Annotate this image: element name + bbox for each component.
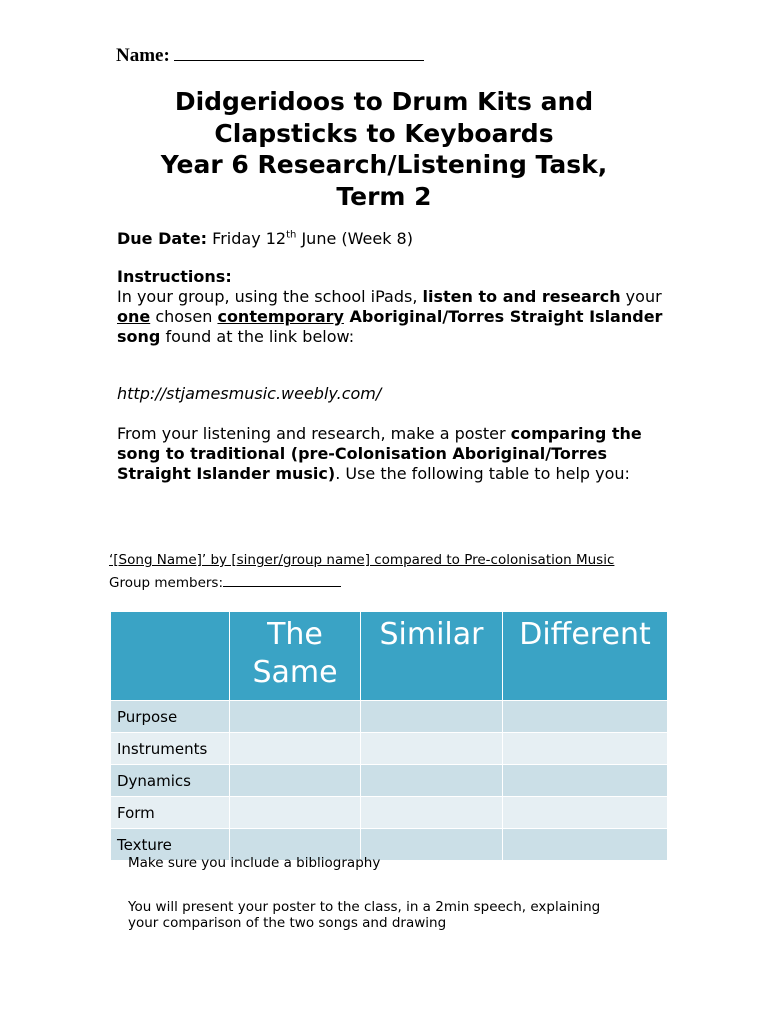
group-members-line (109, 575, 341, 591)
table-row (111, 733, 668, 765)
instructions-bold-song: Aboriginal/Torres Straight Islander song (117, 307, 663, 346)
header-blank (111, 612, 230, 701)
title-line-4: Term 2 (336, 181, 432, 211)
row-label: Form (111, 797, 230, 829)
table-header-row (111, 612, 668, 701)
instructions-text-2: your (620, 287, 662, 306)
row-label: Dynamics (111, 765, 230, 797)
instructions-bold-listen: listen to and research (422, 287, 621, 306)
due-date-rest: June (Week 8) (296, 229, 413, 248)
due-date-label: Due Date: (117, 229, 208, 248)
table-cell[interactable] (230, 797, 361, 829)
instructions-heading: Instructions: (117, 267, 232, 286)
music-link[interactable]: http://stjamesmusic.weebly.com/ (117, 384, 382, 403)
title-line-1: Didgeridoos to Drum Kits and (174, 87, 594, 116)
instructions-text-4: found at the link below: (160, 327, 355, 346)
title-line-3: Year 6 Research/Listening Task, (160, 150, 608, 179)
due-date-day: Friday 12 (207, 229, 287, 248)
due-date-sup: th (286, 229, 297, 241)
row-label: Instruments (111, 733, 230, 765)
due-date (117, 229, 677, 249)
group-members-label: Group members: (109, 575, 224, 591)
bibliography-note: Make sure you include a bibliography (128, 855, 381, 871)
table-cell[interactable] (230, 701, 361, 733)
header-different: Different (503, 612, 668, 701)
instructions-text-3: chosen (150, 307, 218, 326)
poster-instructions (117, 424, 677, 484)
table-row (111, 797, 668, 829)
table-cell[interactable] (361, 733, 503, 765)
document-title (0, 86, 768, 212)
name-field (116, 44, 424, 67)
table-cell[interactable] (361, 765, 503, 797)
table-cell[interactable] (503, 765, 668, 797)
instructions-text-1: In your group, using the school iPads, (117, 287, 423, 306)
row-label: Texture (111, 829, 230, 861)
name-label: Name: (116, 45, 170, 66)
instructions-bold-one: one (117, 307, 151, 326)
instructions-text (117, 287, 677, 347)
table-cell[interactable] (361, 701, 503, 733)
song-title-line: ‘[Song Name]’ by [singer/group name] compared to Pre-colonisation Music (109, 552, 615, 568)
table-cell[interactable] (503, 797, 668, 829)
table-cell[interactable] (230, 765, 361, 797)
title-line-2: Clapsticks to Keyboards (214, 118, 554, 148)
table-cell[interactable] (503, 733, 668, 765)
group-members-blank[interactable] (223, 575, 341, 587)
poster-text-1: From your listening and research, make a poster (117, 424, 511, 443)
header-the-same: The Same (230, 612, 361, 701)
name-blank-line[interactable] (174, 44, 424, 61)
table-cell[interactable] (361, 797, 503, 829)
instructions-bold-contemporary: contemporary (217, 307, 344, 326)
comparison-table (110, 611, 668, 861)
table-cell[interactable] (503, 701, 668, 733)
instructions (117, 267, 677, 347)
table-cell[interactable] (230, 733, 361, 765)
row-label: Purpose (111, 701, 230, 733)
table-row (111, 701, 668, 733)
presentation-note: You will present your poster to the class, in a 2min speech, explaining your comparison of the two songs and drawing (128, 899, 601, 931)
table-row (111, 765, 668, 797)
poster-bold-text: comparing the song to traditional (pre-Colonisation Aboriginal/Torres Straight Islander music) (117, 424, 642, 483)
poster-text-2: . Use the following table to help you: (335, 464, 630, 483)
header-similar: Similar (361, 612, 503, 701)
